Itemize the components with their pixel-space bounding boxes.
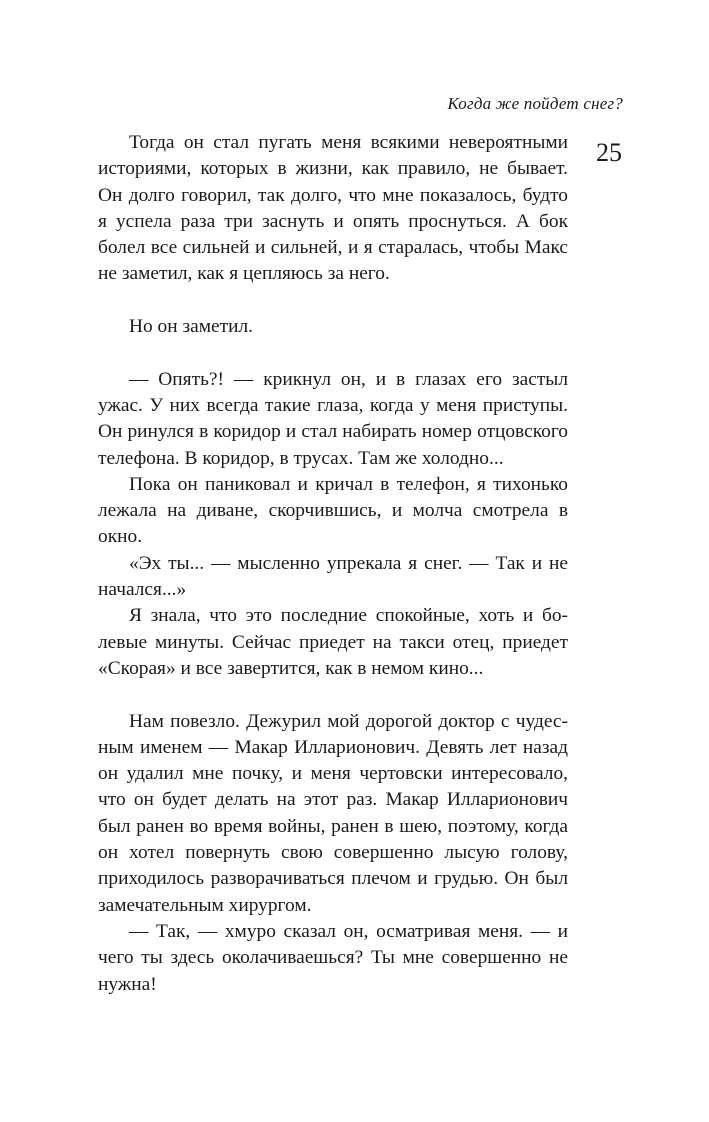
- running-head: Когда же пойдет снег?: [447, 94, 623, 113]
- paragraph: Но он заметил.: [129, 316, 253, 338]
- paragraph: Нам повезло. Дежурил мой дорогой доктор с чудесным именем — Макар Илларионович. Девять лет назад он удалил мне почку, и меня чертовски интересовало, что он будет делать на этот раз. Макар Илларионович был ранен во время войны, ранен в шею, поэтому, когда он хотел повернуть свою совершенно лысую голову, приходилось разворачиваться плечом и грудью. Он был замечательным хирургом.: [98, 710, 568, 916]
- page-number: 25: [596, 138, 622, 167]
- paragraph: Пока он паниковал и кричал в телефон, я тихонько лежала на диване, скорчившись, и молча смотрела в окно.: [98, 473, 568, 548]
- paragraph: Тогда он стал пугать меня всякими невероятными историями, которых в жизни, как правило, не бывает. Он долго говорил, так долго, что мне показалось, будто я успела раза три заснуть и опять проснуться. А бок болел все сильней и сильней, и я старалась, чтобы Макс не заметил, как я цепляюсь за него.: [98, 132, 568, 285]
- paragraph: Я знала, что это последние спокойные, хоть и болевые минуты. Сейчас приедет на такси отец, приедет «Скорая» и все завертится, как в немом кино...: [98, 605, 568, 679]
- paragraph: — Так, — хмуро сказал он, осматривая меня. — и чего ты здесь околачиваешься? Ты мне совершенно не нужна!: [98, 920, 568, 995]
- paragraph: «Эх ты... — мысленно упрекала я снег. — Так и не начался...»: [98, 552, 568, 601]
- paragraph: — Опять?! — крикнул он, и в глазах его застыл ужас. У них всегда такие глаза, когда у меня приступы. Он ринулся в коридор и стал набирать номер отцовского телефона. В коридор, в трусах. Там же холодно...: [98, 368, 568, 469]
- body-text: [98, 130, 568, 998]
